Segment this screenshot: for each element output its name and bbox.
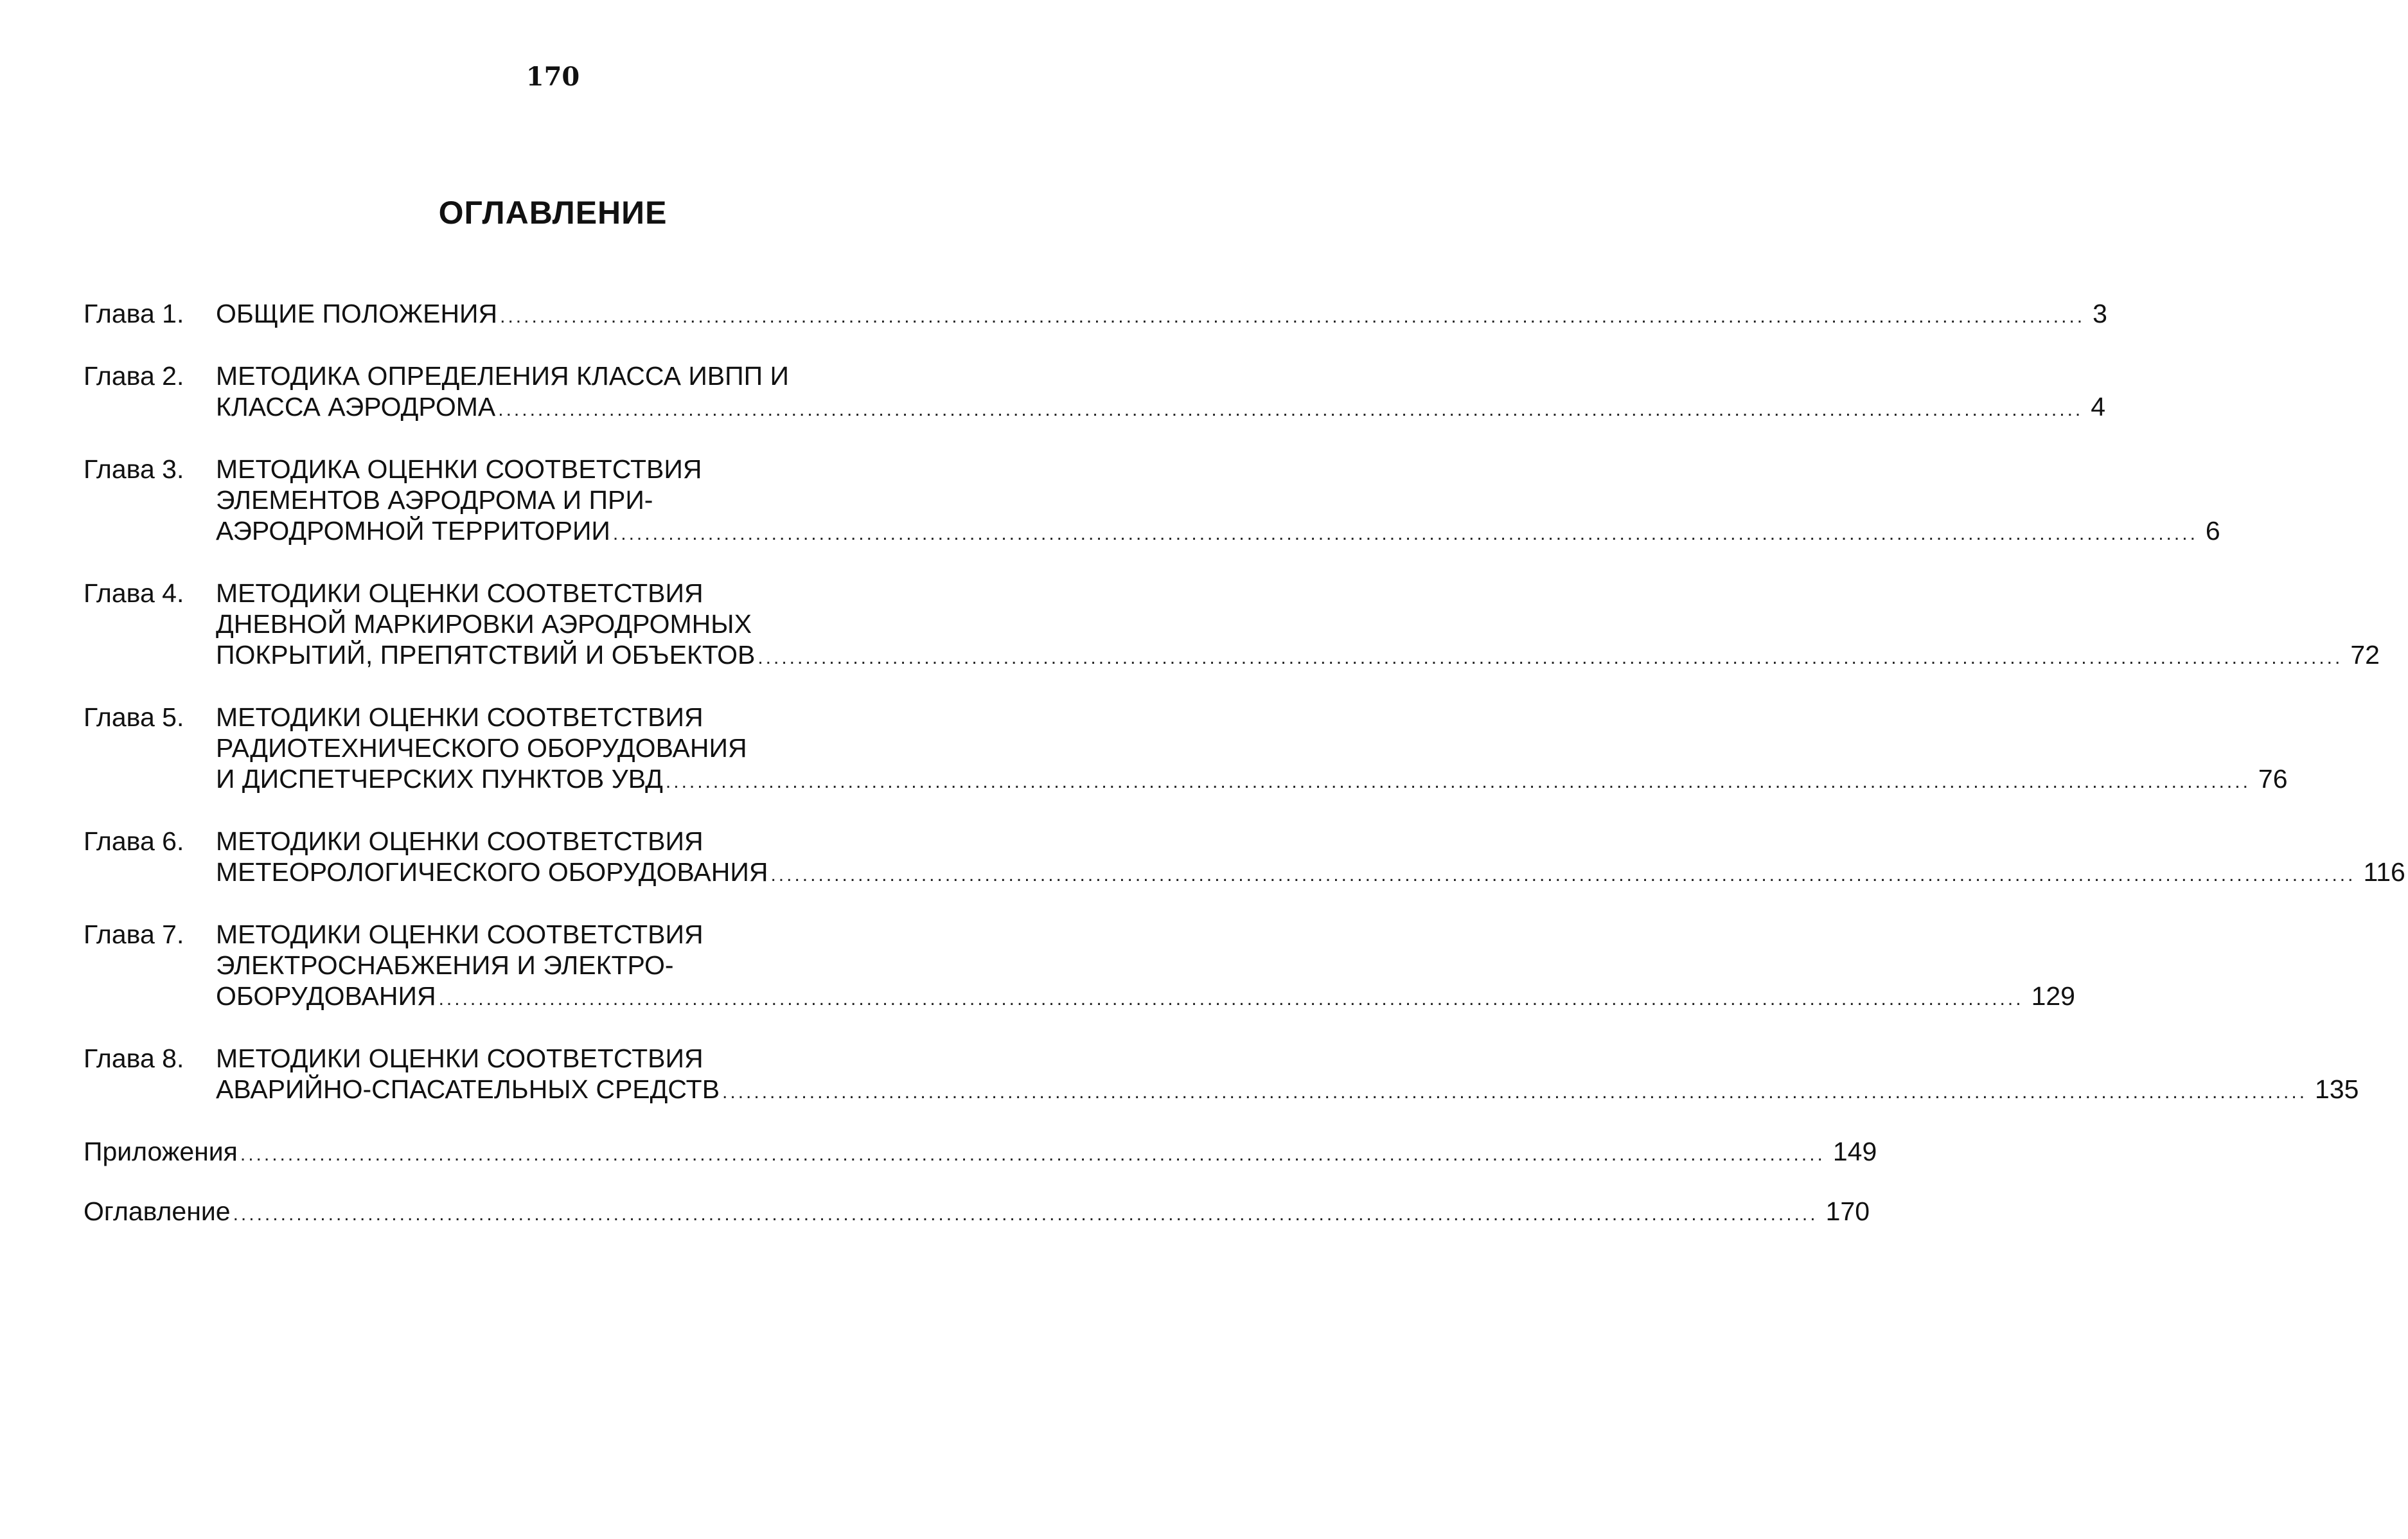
chapter-label: Глава 7. bbox=[84, 920, 184, 949]
dot-leader: ........................................................................................................................................................................................................ bbox=[233, 1204, 1818, 1225]
toc-entry bbox=[84, 578, 2380, 673]
chapter-title bbox=[216, 919, 2076, 1015]
chapter-title-last-line bbox=[216, 857, 2408, 891]
chapter-title-line: МЕТОДИКИ ОЦЕНКИ СООТВЕТСТВИЯ bbox=[216, 1044, 704, 1073]
toc-entry bbox=[84, 919, 2075, 1015]
chapter-title-line: МЕТОДИКИ ОЦЕНКИ СООТВЕТСТВИЯ bbox=[216, 826, 704, 856]
chapter-title-line: АЭРОДРОМНОЙ ТЕРРИТОРИИ bbox=[216, 516, 610, 546]
chapter-title-last-line bbox=[216, 1074, 2360, 1108]
chapter-label: Глава 8. bbox=[84, 1044, 184, 1073]
page-reference: 129 bbox=[2031, 981, 2075, 1011]
chapter-title-line: МЕТЕОРОЛОГИЧЕСКОГО ОБОРУДОВАНИЯ bbox=[216, 857, 768, 887]
chapter-title-line: ЭЛЕМЕНТОВ АЭРОДРОМА И ПРИ- bbox=[216, 485, 653, 515]
page-reference: 72 bbox=[2350, 640, 2380, 670]
page-reference: 76 bbox=[2258, 764, 2288, 794]
chapter-title-line: МЕТОДИКА ОЦЕНКИ СООТВЕТСТВИЯ bbox=[216, 454, 702, 484]
chapter-title-last-line bbox=[84, 1196, 1871, 1230]
chapter-title-line: МЕТОДИКА ОПРЕДЕЛЕНИЯ КЛАССА ИВПП И bbox=[216, 361, 789, 391]
toc-entry bbox=[84, 1043, 2359, 1108]
dot-leader: ........................................................................................................................................................................................................ bbox=[498, 399, 2084, 420]
toc-entry bbox=[84, 360, 2106, 425]
chapter-title bbox=[216, 360, 2136, 425]
chapter-title-last-line bbox=[216, 298, 2138, 332]
chapter-title bbox=[216, 702, 2303, 797]
chapter-title-line: ПОКРЫТИЙ, ПРЕПЯТСТВИЙ И ОБЪЕКТОВ bbox=[216, 640, 756, 670]
chapter-title-line: ОБОРУДОВАНИЯ bbox=[216, 981, 436, 1011]
chapter-title-line: МЕТОДИКИ ОЦЕНКИ СООТВЕТСТВИЯ bbox=[216, 578, 704, 608]
page-reference: 116 bbox=[2363, 857, 2405, 887]
dot-leader: ........................................................................................................................................................................................................ bbox=[612, 523, 2198, 544]
chapter-title-last-line bbox=[84, 1136, 1878, 1170]
chapter-title bbox=[216, 298, 2138, 332]
chapter-title bbox=[84, 1136, 1878, 1170]
chapter-label: Глава 1. bbox=[84, 299, 184, 328]
dot-leader: ........................................................................................................................................................................................................ bbox=[757, 647, 2343, 668]
dot-leader: ........................................................................................................................................................................................................ bbox=[722, 1081, 2308, 1103]
table-of-contents bbox=[84, 298, 2405, 1256]
toc-entry bbox=[84, 298, 2107, 332]
dot-leader: ........................................................................................................................................................................................................ bbox=[665, 771, 2251, 792]
toc-entry bbox=[84, 1196, 1870, 1230]
page-reference: 149 bbox=[1832, 1137, 1877, 1166]
chapter-title-last-line bbox=[216, 391, 2136, 425]
page-reference: 135 bbox=[2315, 1074, 2359, 1104]
chapter-title-line: МЕТОДИКИ ОЦЕНКИ СООТВЕТСТВИЯ bbox=[216, 702, 704, 732]
chapter-label: Глава 4. bbox=[84, 578, 184, 608]
chapter-title-line: КЛАССА АЭРОДРОМА bbox=[216, 392, 496, 422]
chapter-title-last-line bbox=[216, 515, 2251, 549]
chapter-title-line: Приложения bbox=[84, 1137, 238, 1166]
toc-entry bbox=[84, 1136, 1877, 1170]
toc-entry bbox=[84, 454, 2220, 549]
chapter-title bbox=[216, 1043, 2360, 1108]
chapter-label: Глава 6. bbox=[84, 826, 184, 856]
toc-entry bbox=[84, 826, 2405, 891]
dot-leader: ........................................................................................................................................................................................................ bbox=[770, 864, 2356, 885]
chapter-label: Глава 3. bbox=[84, 454, 184, 484]
chapter-title bbox=[216, 578, 2395, 673]
toc-title: ОГЛАВЛЕНИЕ bbox=[438, 195, 668, 231]
page-reference: 3 bbox=[2093, 299, 2107, 328]
chapter-title-last-line bbox=[216, 981, 2076, 1015]
chapter-title-line: И ДИСПЕТЧЕРСКИХ ПУНКТОВ УВД bbox=[216, 764, 663, 794]
dot-leader: ........................................................................................................................................................................................................ bbox=[438, 988, 2024, 1010]
chapter-title-last-line bbox=[216, 639, 2395, 673]
chapter-title-last-line bbox=[216, 763, 2303, 797]
chapter-title bbox=[216, 826, 2408, 891]
dot-leader: ........................................................................................................................................................................................................ bbox=[500, 306, 2085, 327]
chapter-title-line: ОБЩИЕ ПОЛОЖЕНИЯ bbox=[216, 299, 498, 328]
chapter-title-line: ЭЛЕКТРОСНАБЖЕНИЯ И ЭЛЕКТРО- bbox=[216, 950, 674, 980]
chapter-title-line: РАДИОТЕХНИЧЕСКОГО ОБОРУДОВАНИЯ bbox=[216, 733, 747, 763]
page-reference: 4 bbox=[2091, 392, 2106, 422]
chapter-title-line: ДНЕВНОЙ МАРКИРОВКИ АЭРОДРОМНЫХ bbox=[216, 609, 752, 639]
chapter-label: Глава 2. bbox=[84, 361, 184, 391]
chapter-title bbox=[216, 454, 2251, 549]
page-reference: 170 bbox=[1825, 1197, 1870, 1226]
toc-entry bbox=[84, 702, 2288, 797]
chapter-title-line: Оглавление bbox=[84, 1197, 231, 1226]
page-reference: 6 bbox=[2205, 516, 2220, 546]
chapter-title bbox=[84, 1196, 1871, 1230]
dot-leader: ........................................................................................................................................................................................................ bbox=[240, 1144, 1825, 1165]
page-number: 170 bbox=[526, 62, 580, 92]
chapter-title-line: АВАРИЙНО-СПАСАТЕЛЬНЫХ СРЕДСТВ bbox=[216, 1074, 720, 1104]
chapter-title-line: МЕТОДИКИ ОЦЕНКИ СООТВЕТСТВИЯ bbox=[216, 920, 704, 949]
chapter-label: Глава 5. bbox=[84, 702, 184, 732]
